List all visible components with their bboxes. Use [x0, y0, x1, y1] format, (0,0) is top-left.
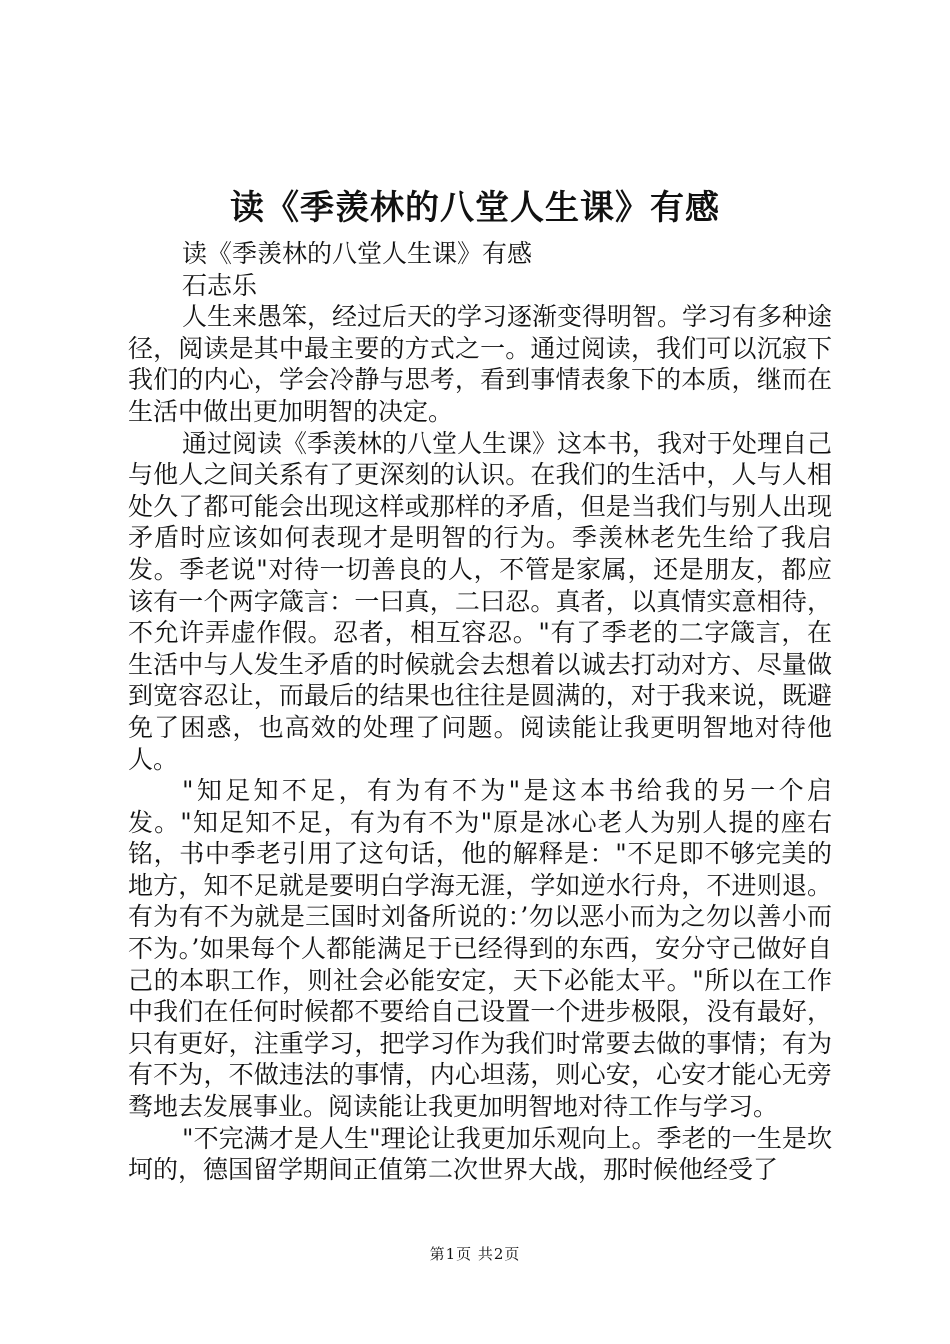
document-body [128, 238, 832, 1186]
page-footer: 第1页 共2页 [429, 1245, 521, 1263]
paragraph-4: "不完满才是人生"理论让我更加乐观向上。季老的一生是坎坷的，德国留学期间正值第二次世界大战，那时候他经受了 [128, 1123, 832, 1185]
author-line: 石志乐 [182, 270, 258, 300]
paragraph-3: "知足知不足，有为有不为"是这本书给我的另一个启发。"知足知不足，有为有不为"原是冰心老人为别人提的座右铭，书中季老引用了这句话，他的解释是："不足即不够完美的地方，知不足就是要明白学海无涯，学如逆水行舟，不进则退。有为有不为就是三国时刘备所说的：’勿以恶小而为之勿以善小而不为。’如果每个人都能满足于已经得到的东西，安分守己做好自己的本职工作，则社会必能安定，天下必能太平。"所以在工作中我们在任何时候都不要给自己设置一个进步极限，没有最好，只有更好，注重学习，把学习作为我们时常要去做的事情；有为有不为，不做违法的事情，内心坦荡，则心安，心安才能心无旁骛地去发展事业。阅读能让我更加明智地对待工作与学习。 [128, 776, 832, 1122]
paragraph-1: 人生来愚笨，经过后天的学习逐渐变得明智。学习有多种途径，阅读是其中最主要的方式之一。通过阅读，我们可以沉寂下我们的内心，学会冷静与思考，看到事情表象下的本质，继而在生活中做出更加明智的决定。 [128, 302, 833, 426]
paragraph-2: 通过阅读《季羡林的八堂人生课》这本书，我对于处理自己与他人之间关系有了更深刻的认识。在我们的生活中，人与人相处久了都可能会出现这样或那样的矛盾，但是当我们与别人出现矛盾时应该如何表现才是明智的行为。季羡林老先生给了我启发。季老说"对待一切善良的人，不管是家属，还是朋友，都应该有一个两字箴言：一曰真，二曰忍。真者，以真情实意相待，不允许弄虚作假。忍者，相互容忍。"有了季老的二字箴言，在生活中与人发生矛盾的时候就会去想着以诚去打动对方、尽量做到宽容忍让，而最后的结果也往往是圆满的，对于我来说，既避免了困惑，也高效的处理了问题。阅读能让我更明智地对待他人。 [128, 428, 833, 774]
subtitle-line: 读《季羡林的八堂人生课》有感 [182, 239, 533, 268]
document-title: 读《季羡林的八堂人生课》有感 [230, 188, 720, 228]
